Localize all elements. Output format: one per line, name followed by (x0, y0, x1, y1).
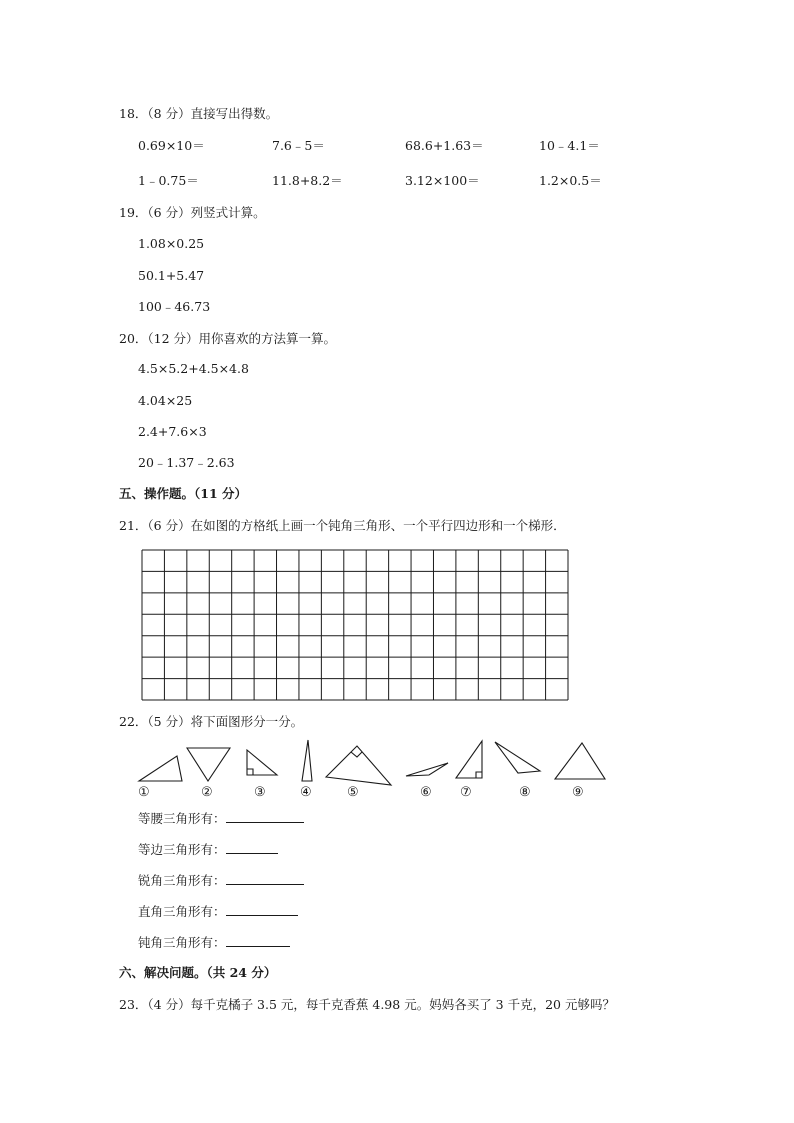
square-grid-paper[interactable] (141, 549, 569, 701)
triangle-6 (406, 763, 448, 776)
q18-r2-c2: 11.8+8.2＝ (272, 173, 343, 188)
q18-title: 18．（8 分）直接写出得数。 (119, 106, 279, 121)
right-label: 直角三角形有： (138, 904, 226, 919)
triangle-1 (139, 756, 182, 781)
isosceles-label: 等腰三角形有： (138, 811, 226, 826)
triangle-label-5: ⑤ (347, 785, 359, 800)
q19-item-3: 100﹣46.73 (138, 299, 211, 314)
q20-item-1: 4.5×5.2+4.5×4.8 (138, 361, 249, 376)
q20-item-3: 2.4+7.6×3 (138, 424, 207, 439)
equilateral-answer-row (138, 841, 278, 858)
right-angle-mark-3 (247, 769, 253, 775)
q18-r1-c1: 0.69×10＝ (138, 138, 205, 153)
equilateral-label: 等边三角形有： (138, 842, 226, 857)
isosceles-answer-row (138, 810, 304, 827)
triangle-4 (302, 740, 312, 781)
q21-title: 21．（6 分）在如图的方格纸上画一个钝角三角形、一个平行四边形和一个梯形． (119, 518, 566, 533)
obtuse-label: 钝角三角形有： (138, 935, 226, 950)
right-answer-row (138, 903, 298, 920)
triangle-label-3: ③ (254, 785, 266, 800)
triangle-label-4: ④ (300, 785, 312, 800)
equilateral-blank[interactable] (226, 841, 278, 854)
triangle-9 (555, 743, 605, 779)
right-blank[interactable] (226, 903, 298, 916)
q23-title: 23．（4 分）每千克橘子 3.5 元，每千克香蕉 4.98 元。妈妈各买了 3 千克，20 元够吗？ (119, 997, 615, 1012)
triangle-label-7: ⑦ (460, 785, 472, 800)
triangle-figures (136, 737, 608, 803)
triangle-label-2: ② (201, 785, 213, 800)
q18-r1-c2: 7.6﹣5＝ (272, 138, 325, 153)
q20-title: 20．（12 分）用你喜欢的方法算一算。 (119, 331, 337, 346)
triangle-5 (326, 746, 391, 785)
section-6-heading: 六、解决问题。（共 24 分） (119, 965, 277, 980)
q18-r2-c1: 1﹣0.75＝ (138, 173, 199, 188)
triangle-3 (247, 750, 277, 775)
q19-item-1: 1.08×0.25 (138, 236, 205, 251)
triangle-8 (495, 742, 540, 773)
obtuse-blank[interactable] (226, 934, 290, 947)
acute-label: 锐角三角形有： (138, 873, 226, 888)
triangle-label-8: ⑧ (519, 785, 531, 800)
q18-r2-c3: 3.12×100＝ (405, 173, 480, 188)
right-angle-mark-7 (476, 772, 482, 778)
triangle-label-1: ① (138, 785, 150, 800)
acute-answer-row (138, 872, 304, 889)
q19-item-2: 50.1+5.47 (138, 268, 205, 283)
triangle-2 (187, 748, 230, 781)
q18-r2-c4: 1.2×0.5＝ (539, 173, 602, 188)
right-angle-mark-5 (351, 752, 362, 757)
q20-item-4: 20﹣1.37﹣2.63 (138, 455, 235, 470)
q20-item-2: 4.04×25 (138, 393, 193, 408)
section-5-heading: 五、操作题。（11 分） (119, 486, 247, 501)
q22-title: 22．（5 分）将下面图形分一分。 (119, 714, 304, 729)
triangle-label-9: ⑨ (572, 785, 584, 800)
isosceles-blank[interactable] (226, 810, 304, 823)
obtuse-answer-row (138, 934, 290, 951)
acute-blank[interactable] (226, 872, 304, 885)
q19-title: 19．（6 分）列竖式计算。 (119, 205, 266, 220)
q18-r1-c3: 68.6+1.63＝ (405, 138, 484, 153)
q18-r1-c4: 10﹣4.1＝ (539, 138, 600, 153)
triangle-label-6: ⑥ (420, 785, 432, 800)
